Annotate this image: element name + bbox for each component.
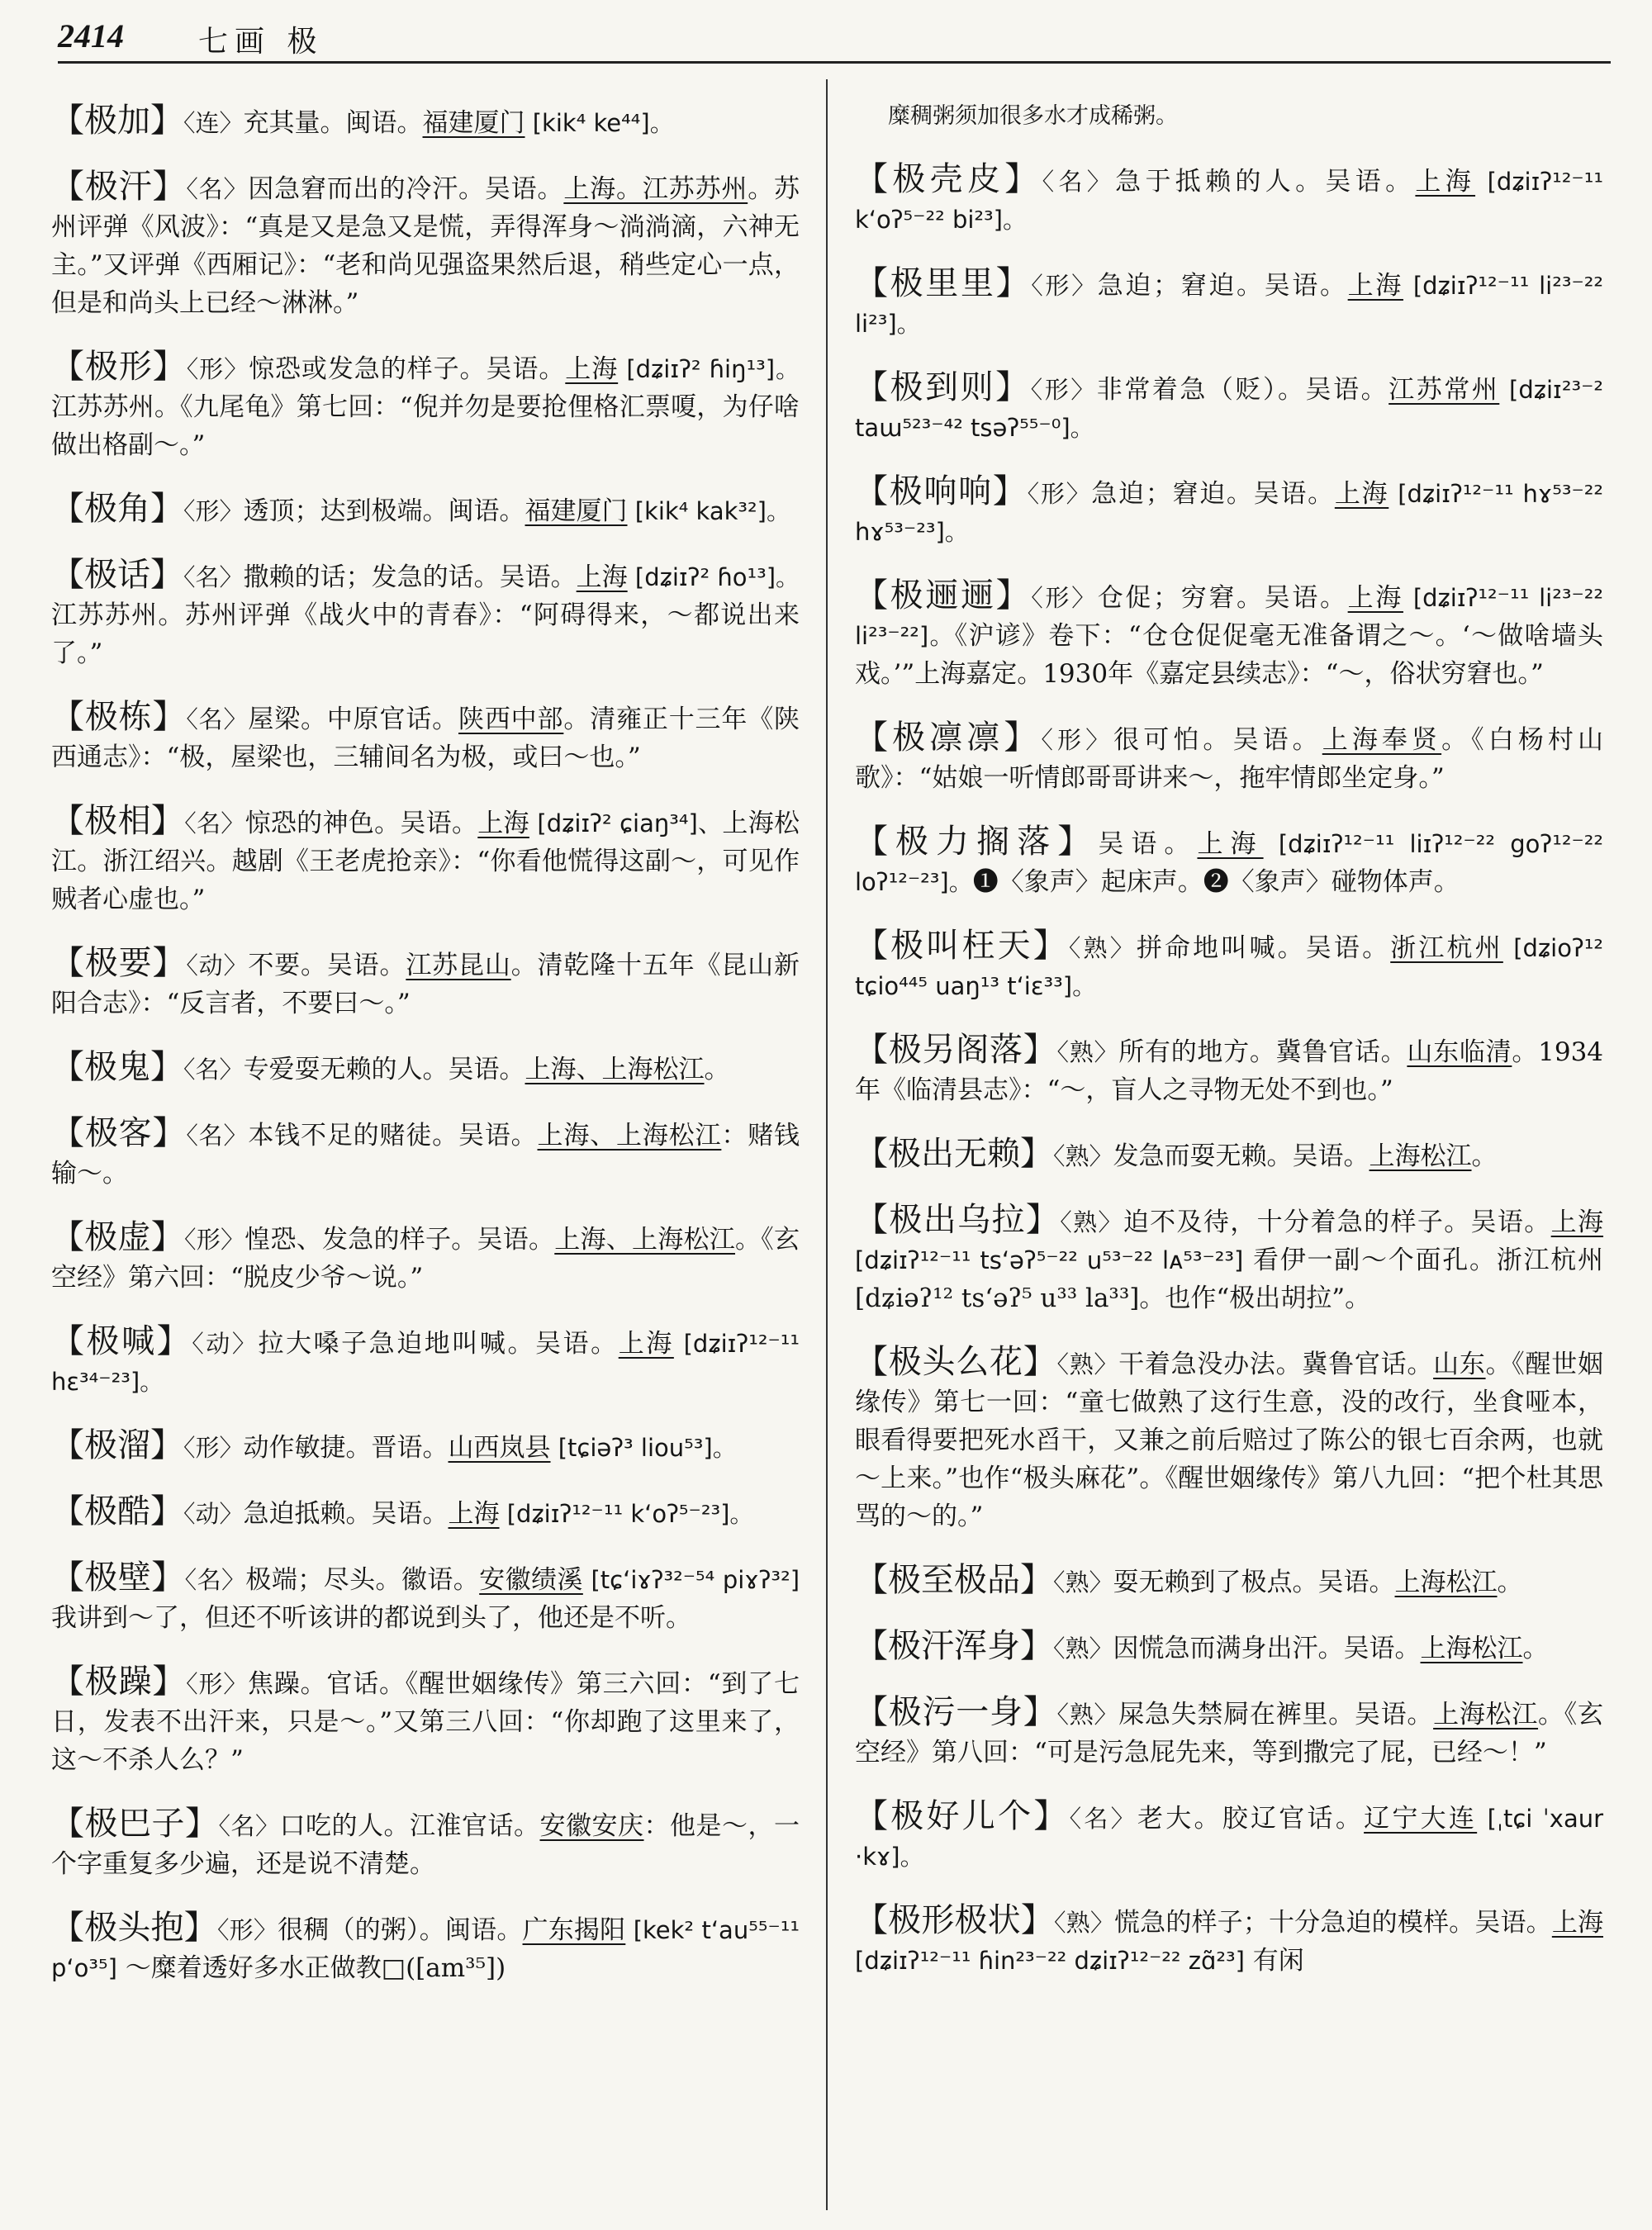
entry-phonetic: [dʑiɪʔ² ɕiaŋ³⁴]、 <box>529 809 723 837</box>
entry-example: 看伊一副～个面孔。浙江杭州 [dʑiəʔ¹² tsʻəʔ⁵ u³³ la³³]。也作“极出胡拉”。 <box>855 1245 1604 1313</box>
entry-example: 。《玄空经》第六回：“脱皮少爷～说。” <box>51 1225 800 1293</box>
entry-headword: 【极躁】 <box>51 1663 187 1701</box>
entry-place: 上海 <box>1334 479 1389 509</box>
entry-headword: 【极汗】 <box>51 168 187 206</box>
part-of-speech: 〈形〉 <box>183 1434 244 1462</box>
entry-definition: 很可怕。吴语。 <box>1113 725 1322 755</box>
entry-definition: 吴语。 <box>1098 829 1198 859</box>
entry-place: 安徽安庆 <box>539 1811 644 1841</box>
entry-definition: 充其量。闽语。 <box>243 108 423 138</box>
part-of-speech: 〈名〉 <box>218 1812 280 1840</box>
entry-example: 江苏苏州。《九尾龟》第七回：“倪并勿是要抢俚格汇票嗄，为仔啥做出格副～。” <box>51 392 800 460</box>
right-column <box>855 76 1603 1991</box>
dictionary-entry <box>855 927 1603 1005</box>
entry-place: 上海 <box>477 809 529 838</box>
entry-definition: 发急而耍无赖。吴语。 <box>1113 1141 1370 1171</box>
entry-headword: 【极客】 <box>51 1114 187 1152</box>
entry-headword: 【极要】 <box>51 944 187 982</box>
dictionary-entry <box>51 802 800 918</box>
entry-definition: 急于抵赖的人。吴语。 <box>1115 167 1416 197</box>
entry-phonetic: [dʑiɪʔ¹²⁻¹¹ liɪʔ¹²⁻²² goʔ¹²⁻²² loʔ¹²⁻²³]。 <box>855 830 1604 896</box>
entry-example: 。苏州评弹《风波》：“真是又是急又是慌，弄得浑身～淌淌滴，六神无主。”又评弹《西厢记》：“老和尚见强盗果然后退，稍些定心一点，但是和尚头上已经～淋淋。” <box>51 174 800 318</box>
entry-headword: 【极汗浑身】 <box>855 1627 1053 1665</box>
entry-example: 。《醒世姻缘传》第七一回：“童七做熟了这行生意，没的改行，坐食哑本，眼看得要把死水舀干，又兼之前后赔过了陈公的银七百余两，也就～上来。”也作“极头麻花”。《醒世姻缘传》第八九回：“把个杜其思骂的～的。” <box>855 1350 1604 1531</box>
dictionary-entry <box>855 1627 1603 1668</box>
entry-place: 辽宁大连 <box>1364 1804 1478 1834</box>
entry-place: 广东揭阳 <box>522 1915 626 1945</box>
entry-place: 山西岚县 <box>448 1433 551 1463</box>
entry-example: 我讲到～了，但还不听该讲的都说到头了，他还是不听。 <box>51 1603 691 1633</box>
dictionary-entry <box>51 944 800 1022</box>
entry-definition: 非常着急（贬）。吴语。 <box>1096 375 1389 405</box>
entry-place: 上海 <box>1551 1908 1603 1938</box>
entry-definition: 老大。胶辽官话。 <box>1137 1804 1365 1834</box>
entry-definition: 所有的地方。冀鲁官话。 <box>1118 1037 1408 1067</box>
continuation-line: 糜稠粥须加很多水才成稀粥。 <box>888 103 1178 129</box>
dictionary-entry <box>855 1693 1603 1772</box>
entry-example: 。《玄空经》第八回：“可是污急屁先来，等到撒完了屁，已经～！” <box>855 1700 1604 1767</box>
entry-definition: 屋梁。中原官话。 <box>248 705 459 734</box>
page-header <box>58 12 1611 64</box>
entry-place: 上海 <box>576 562 628 592</box>
entry-headword: 【极栋】 <box>51 698 187 736</box>
part-of-speech: 〈熟〉 <box>1053 1635 1113 1663</box>
entry-place: 浙江杭州 <box>1390 933 1503 963</box>
dictionary-entry <box>51 102 800 142</box>
entry-definition: 惊恐的神色。吴语。 <box>244 809 478 838</box>
entry-definition: 因急窘而出的冷汗。吴语。 <box>248 174 564 204</box>
part-of-speech: 〈名〉 <box>1042 168 1116 196</box>
part-of-speech: 〈熟〉 <box>1053 1142 1113 1170</box>
entry-example: 上海松江。浙江绍兴。越剧《王老虎抢亲》：“你看他慌得这副～，可见作贼者心虚也。” <box>51 809 800 914</box>
dictionary-entry <box>51 556 800 672</box>
entry-phonetic: [dʑiɪʔ¹²⁻¹¹ li²³⁻²² li²³⁻²²]。 <box>855 584 1604 650</box>
entry-headword: 【极相】 <box>51 802 185 840</box>
entry-headword: 【极喊】 <box>51 1322 192 1360</box>
entry-definition: 撒赖的话；发急的话。吴语。 <box>243 562 577 592</box>
part-of-speech: 〈熟〉 <box>1056 1701 1119 1729</box>
entry-phonetic: [dʑiɪʔ¹²⁻¹¹ hɤ⁵³⁻²² hɤ⁵³⁻²³]。 <box>855 480 1603 546</box>
entry-definition: 急迫；窘迫。吴语。 <box>1091 479 1335 509</box>
entry-phonetic: [kik⁴ kak³²]。 <box>627 497 790 525</box>
entry-headword: 【极形】 <box>51 348 187 386</box>
entry-example: 江苏苏州。苏州评弹《战火中的青春》：“阿碍得来，～都说出来了。” <box>51 600 800 668</box>
entry-place: 上海松江 <box>1433 1700 1539 1729</box>
dictionary-entry <box>51 490 800 530</box>
part-of-speech: 〈熟〉 <box>1056 1350 1119 1378</box>
part-of-speech: 〈连〉 <box>183 109 244 137</box>
entry-example: 。清雍正十三年《陕西通志》：“极，屋梁也，三辅间名为极，或曰～也。” <box>51 705 800 772</box>
entry-headword: 【极里里】 <box>855 264 1032 302</box>
entry-definition: 因慌急而满身出汗。吴语。 <box>1113 1634 1421 1663</box>
entry-headword: 【极出无赖】 <box>855 1135 1053 1173</box>
entry-headword: 【极壁】 <box>51 1559 185 1597</box>
dictionary-entry <box>51 1492 800 1533</box>
entry-place: 上海。江苏苏州 <box>563 174 748 204</box>
entry-phonetic: [dʑiɪʔ² ɦo¹³]。 <box>627 563 800 591</box>
part-of-speech: 〈名〉 <box>1069 1805 1137 1833</box>
entry-phonetic: [ˌtɕi ˈxaur ·kɤ]。 <box>855 1805 1604 1871</box>
entry-phonetic: [tɕiəʔ³ liou⁵³]。 <box>550 1434 737 1462</box>
entry-place: 上海、上海松江 <box>525 1055 705 1084</box>
dictionary-entry <box>51 1663 800 1779</box>
entry-definition: 急迫抵赖。吴语。 <box>243 1499 449 1529</box>
part-of-speech: 〈动〉 <box>192 1330 259 1358</box>
entry-phonetic: [dʑioʔ¹² tɕio⁴⁴⁵ uaŋ¹³ tʻiɛ³³]。 <box>855 934 1603 1000</box>
column-divider <box>826 79 828 2210</box>
entry-headword: 【极至极品】 <box>855 1561 1053 1599</box>
entry-place: 上海奉贤 <box>1322 725 1442 755</box>
dictionary-entry <box>855 472 1603 551</box>
entry-definition: 拉大嗓子急迫地叫喊。吴语。 <box>258 1329 619 1359</box>
entry-definition: 屎急失禁屙在裤里。吴语。 <box>1118 1700 1434 1729</box>
entry-example: 。 <box>1497 1568 1523 1597</box>
entry-place: 山东临清 <box>1407 1037 1512 1067</box>
entry-headword: 【极虚】 <box>51 1218 184 1256</box>
entry-example: 。 <box>1471 1141 1498 1171</box>
part-of-speech: 〈名〉 <box>184 809 245 837</box>
dictionary-entry <box>51 1322 800 1401</box>
entry-place: 上海 <box>1347 271 1403 301</box>
dictionary-entry <box>855 823 1603 901</box>
part-of-speech: 〈形〉 <box>216 1916 278 1944</box>
entry-definition: 本钱不足的赌徒。吴语。 <box>248 1121 538 1151</box>
dictionary-entry <box>51 1218 800 1297</box>
part-of-speech: 〈动〉 <box>183 1500 244 1528</box>
entry-headword: 【极酷】 <box>51 1492 183 1530</box>
entry-place: 上海 <box>448 1499 500 1529</box>
entry-headword: 【极污一身】 <box>855 1693 1057 1731</box>
entry-headword: 【极头抱】 <box>51 1909 217 1947</box>
entry-place: 福建厦门 <box>525 496 628 526</box>
part-of-speech: 〈形〉 <box>1031 584 1098 612</box>
entry-headword: 【极到则】 <box>855 368 1031 406</box>
entry-headword: 【极壳皮】 <box>855 160 1042 198</box>
left-column <box>51 76 800 1999</box>
part-of-speech: 〈熟〉 <box>1068 934 1137 962</box>
entry-phonetic: [dʑiɪʔ¹²⁻¹¹ hɛ³⁴⁻²³]。 <box>51 1330 800 1396</box>
entry-place: 福建厦门 <box>422 108 525 138</box>
entry-place: 陕西中部 <box>458 705 564 734</box>
dictionary-entry <box>855 1797 1603 1876</box>
entry-headword: 【极出乌拉】 <box>855 1201 1061 1239</box>
entry-definition: 动作敏捷。晋语。 <box>243 1433 449 1463</box>
dictionary-entry <box>855 1901 1603 1980</box>
part-of-speech: 〈名〉 <box>186 705 249 733</box>
entry-headword: 【极话】 <box>51 556 184 594</box>
part-of-speech: 〈名〉 <box>183 563 244 591</box>
entry-example: 有闲 <box>1244 1946 1304 1976</box>
entry-phonetic: [dʑiɪ²³⁻² taɯ⁵²³⁻⁴² tsəʔ⁵⁵⁻⁰]。 <box>855 376 1604 442</box>
entry-example: 。《白杨村山歌》：“姑娘一听情郎哥哥讲来～，拖牢情郎坐定身。” <box>855 725 1604 793</box>
part-of-speech: 〈形〉 <box>184 1226 245 1254</box>
entry-example: 《沪谚》卷下：“仓仓促促毫无准备谓之～。‘～做啥墙头戏。’”上海嘉定。1930年《嘉定县续志》：“～，俗状穷窘也。” <box>855 621 1603 689</box>
dictionary-entry <box>51 1805 800 1883</box>
dictionary-entry <box>51 168 800 322</box>
entry-example: ❶〈象声〉起床声。❷〈象声〉碰物体声。 <box>972 867 1460 897</box>
entry-example: 。清乾隆十五年《昆山新阳合志》：“反言者，不要曰～。” <box>51 951 800 1018</box>
entry-place: 上海、上海松江 <box>554 1225 735 1255</box>
entry-phonetic: [dʑiɪʔ¹²⁻¹¹ tsʻəʔ⁵⁻²² u⁵³⁻²² lᴀ⁵³⁻²³] <box>855 1246 1244 1274</box>
entry-place: 上海 <box>565 354 619 384</box>
dictionary-entry <box>51 698 800 776</box>
dictionary-entry <box>51 348 800 464</box>
entry-definition: 惶恐、发急的样子。吴语。 <box>244 1225 555 1255</box>
dictionary-entry <box>855 160 1603 239</box>
entry-definition: 慌急的样子；十分急迫的模样。吴语。 <box>1114 1908 1552 1938</box>
part-of-speech: 〈熟〉 <box>1054 1909 1114 1937</box>
entry-example: ：赌钱输～。 <box>51 1121 800 1189</box>
entry-place: 上海松江 <box>1369 1141 1472 1171</box>
dictionary-entry <box>855 1201 1603 1317</box>
part-of-speech: 〈形〉 <box>186 1670 249 1698</box>
entry-headword: 【极凛凛】 <box>855 719 1042 757</box>
entry-headword: 【极另阁落】 <box>855 1031 1057 1069</box>
entry-place: 安徽绩溪 <box>479 1565 583 1595</box>
entry-headword: 【极鬼】 <box>51 1048 183 1086</box>
part-of-speech: 〈熟〉 <box>1060 1208 1123 1236</box>
part-of-speech: 〈名〉 <box>183 1056 244 1084</box>
entry-definition: 专爱耍无赖的人。吴语。 <box>243 1055 525 1084</box>
entry-definition: 迫不及待，十分着急的样子。吴语。 <box>1123 1208 1551 1237</box>
entry-phonetic: [dʑiɪʔ¹²⁻¹¹ li²³⁻²² li²³]。 <box>855 272 1604 338</box>
dictionary-entry <box>855 264 1603 343</box>
part-of-speech: 〈名〉 <box>186 1122 249 1150</box>
dictionary-entry <box>51 1048 800 1089</box>
entry-place: 江苏常州 <box>1389 375 1500 405</box>
entry-definition: 透顶；达到极端。闽语。 <box>243 496 525 526</box>
entry-place: 上海、上海松江 <box>537 1121 722 1151</box>
entry-definition: 很稠（的粥）。闽语。 <box>278 1915 523 1945</box>
entry-phonetic: [tɕʻiɤʔ³²⁻⁵⁴ piɤʔ³²] <box>582 1566 800 1594</box>
entry-example: 。1934年《临清县志》：“～，盲人之寻物无处不到也。” <box>855 1037 1604 1105</box>
entry-headword: 【极逦逦】 <box>855 576 1032 614</box>
entry-definition: 干着急没办法。冀鲁官话。 <box>1118 1350 1434 1379</box>
part-of-speech: 〈动〉 <box>186 951 249 980</box>
entry-definition: 不要。吴语。 <box>248 951 406 980</box>
dictionary-entry <box>51 1909 800 1987</box>
part-of-speech: 〈名〉 <box>186 175 249 203</box>
part-of-speech: 〈熟〉 <box>1053 1568 1113 1597</box>
entry-phonetic: [dʑiɪʔ¹²⁻¹¹ ɦin²³⁻²² dʑiɪʔ¹²⁻²² zɑ̃²³] <box>855 1947 1245 1975</box>
entry-phonetic: [dʑiɪʔ¹²⁻¹¹ kʻoʔ⁵⁻²² bi²³]。 <box>855 168 1603 234</box>
entry-definition: 口吃的人。江淮官话。 <box>279 1811 540 1841</box>
part-of-speech: 〈形〉 <box>1030 376 1097 404</box>
dictionary-entry <box>855 719 1603 797</box>
part-of-speech: 〈形〉 <box>1027 480 1092 508</box>
entry-headword: 【极形极状】 <box>855 1901 1054 1939</box>
dictionary-entry <box>855 1031 1603 1109</box>
entry-definition: 焦躁。官话。 <box>248 1669 406 1699</box>
dictionary-entry <box>855 1561 1603 1601</box>
entry-place: 上海 <box>1550 1208 1604 1237</box>
entry-headword: 【极响响】 <box>855 472 1028 510</box>
dictionary-entry <box>855 368 1603 447</box>
entry-example: 。 <box>1522 1634 1549 1663</box>
entry-example: ～糜着透好多水正做教□([am³⁵]) <box>116 1953 506 1983</box>
entry-place: 上海 <box>1347 583 1403 613</box>
entry-phonetic: [dʑiɪʔ² ɦiŋ¹³]。 <box>618 355 800 383</box>
dictionary-entry <box>51 1559 800 1637</box>
entry-definition: 耍无赖到了极点。吴语。 <box>1113 1568 1395 1597</box>
entry-place: 上海 <box>1415 167 1476 197</box>
entry-phonetic: [kek² tʻau⁵⁵⁻¹¹ pʻo³⁵] <box>51 1916 800 1982</box>
entry-place: 山东 <box>1433 1350 1486 1379</box>
entry-definition: 急迫；窘迫。吴语。 <box>1097 271 1348 301</box>
entry-example: ：他是～，一个字重复多少遍，还是说不清楚。 <box>51 1811 800 1879</box>
section-title: 七画 极 <box>198 25 324 59</box>
entry-example: 《醒世姻缘传》第三六回：“到了七日，发表不出汗来，只是～。”又第三八回：“你却跑了这里来了，这～不杀人么？” <box>51 1669 800 1775</box>
entry-headword: 【极巴子】 <box>51 1805 219 1843</box>
entry-place: 上海松江 <box>1420 1634 1523 1663</box>
entry-place: 上海 <box>618 1329 674 1359</box>
entry-headword: 【极头么花】 <box>855 1343 1057 1381</box>
entry-headword: 【极力搁落】 <box>855 823 1099 861</box>
entry-headword: 【极好儿个】 <box>855 1797 1070 1835</box>
part-of-speech: 〈形〉 <box>1041 726 1114 754</box>
dictionary-entry <box>855 1343 1603 1535</box>
dictionary-entry <box>855 1135 1603 1175</box>
entry-headword: 【极角】 <box>51 490 183 528</box>
dictionary-entry <box>51 1426 800 1467</box>
entry-phonetic: [dʑiɪʔ¹²⁻¹¹ kʻoʔ⁵⁻²³]。 <box>499 1500 754 1528</box>
dictionary-entry <box>855 576 1603 693</box>
entry-definition: 仓促；穷窘。吴语。 <box>1097 583 1348 613</box>
entry-place: 上海 <box>1197 829 1264 859</box>
part-of-speech: 〈形〉 <box>186 355 249 383</box>
entry-place: 江苏昆山 <box>406 951 511 980</box>
entry-definition: 惊恐或发急的样子。吴语。 <box>249 354 566 384</box>
part-of-speech: 〈名〉 <box>184 1566 246 1594</box>
entry-headword: 【极溜】 <box>51 1426 183 1464</box>
entry-definition: 极端；尽头。徽语。 <box>245 1565 480 1595</box>
dictionary-entry <box>51 1114 800 1193</box>
entry-phonetic: [kik⁴ ke⁴⁴]。 <box>525 109 674 137</box>
part-of-speech: 〈熟〉 <box>1056 1038 1119 1066</box>
part-of-speech: 〈形〉 <box>183 497 244 525</box>
entry-place: 上海松江 <box>1394 1568 1498 1597</box>
entry-headword: 【极叫枉天】 <box>855 927 1069 965</box>
entry-definition: 拼命地叫喊。吴语。 <box>1136 933 1391 963</box>
entry-headword: 【极加】 <box>51 102 183 140</box>
part-of-speech: 〈形〉 <box>1031 272 1098 300</box>
entry-example: 。 <box>704 1055 730 1084</box>
page-number: 2414 <box>58 17 124 55</box>
